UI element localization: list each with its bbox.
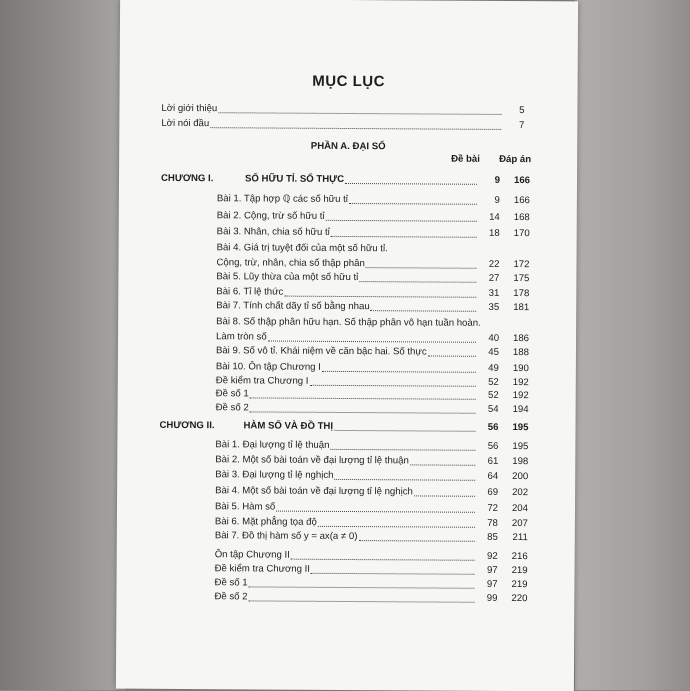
answer-page: 198: [512, 456, 529, 468]
dot-leader: [326, 220, 477, 222]
dot-leader: [291, 559, 475, 561]
exercise-page: 18: [488, 227, 500, 239]
exercise-page: 49: [488, 362, 499, 374]
toc-entry: [216, 344, 529, 360]
dot-leader: [334, 479, 475, 481]
dot-leader: [358, 540, 474, 542]
answer-page: 192: [512, 377, 529, 389]
answer-page: 219: [511, 579, 528, 591]
entry-title: Bài 5. Lũy thừa của một số hữu tỉ: [216, 271, 359, 284]
answer-page: 202: [512, 487, 529, 499]
background-left: [0, 0, 125, 690]
dot-leader: [330, 449, 475, 451]
entry-title: Bài 7. Tính chất dãy tỉ số bằng nhau: [216, 300, 370, 313]
dot-leader: [410, 464, 475, 465]
answer-page: 211: [512, 532, 528, 544]
entry-title: Ôn tập Chương II: [214, 549, 290, 561]
entry-title: Bài 4. Một số bài toán về đại lượng tỉ lệ nghịch: [215, 485, 413, 498]
dot-leader: [359, 281, 476, 283]
exercise-page: 61: [487, 455, 499, 467]
book-page: [116, 0, 578, 691]
dot-leader: [414, 495, 475, 496]
entry-title: Bài 2. Một số bài toán về đại lượng tỉ lệ thuận: [215, 454, 409, 467]
exercise-page: 78: [487, 517, 498, 529]
chapter-label: CHƯƠNG II.: [159, 419, 215, 432]
entry-title-line: Bài 4. Giá trị tuyệt đối của một số hữu tỉ.: [216, 242, 388, 255]
answer-page: 219: [511, 565, 528, 577]
entry-title: Bài 7. Đồ thị hàm số y = ax(a ≠ 0): [214, 530, 358, 543]
entry-title: Bài 6. Mặt phẳng tọa độ: [214, 516, 317, 528]
entry-title: Bài 9. Số vô tỉ. Khái niệm về căn bậc hai. Số thực: [215, 345, 427, 358]
entry-title: Bài 1. Đại lượng tỉ lệ thuận: [215, 439, 330, 451]
chapter-heading: [159, 419, 528, 435]
toc-entry: [216, 270, 529, 286]
answer-page: 216: [511, 551, 528, 563]
exercise-page: 72: [487, 502, 499, 514]
dot-leader: [334, 430, 475, 432]
exercise-page: 85: [487, 531, 498, 543]
dot-leader: [366, 267, 477, 269]
chapter-heading: [161, 172, 530, 188]
exercise-page: 56: [487, 421, 499, 433]
dot-leader: [345, 183, 477, 185]
toc-entry: [216, 401, 529, 417]
dot-leader: [268, 341, 476, 343]
exercise-page: 92: [487, 550, 498, 562]
answer-page: 194: [512, 404, 529, 416]
dot-leader: [331, 236, 477, 238]
entry-page: 5: [519, 105, 525, 117]
answer-page: 192: [512, 390, 529, 402]
toc-entry: [215, 438, 528, 454]
exercise-page: 52: [488, 376, 499, 388]
entry-title: Đề số 2: [215, 402, 249, 414]
dot-leader: [210, 127, 501, 130]
toc-entry: [215, 468, 528, 484]
exercise-page: 64: [487, 470, 499, 482]
entry-title: Đề kiểm tra Chương I: [215, 375, 309, 387]
dot-leader: [322, 371, 476, 373]
toc-entry: [161, 117, 524, 133]
page-title: MỤC LỤC: [312, 72, 385, 91]
chapter-name: SỐ HỮU TỈ. SỐ THỰC: [244, 173, 345, 185]
entry-title: Lời nói đầu: [161, 117, 210, 130]
entry-title: Bài 5. Hàm số: [214, 501, 276, 513]
answer-page: 190: [512, 363, 529, 375]
toc-entry: [217, 192, 530, 208]
dot-leader: [349, 203, 477, 205]
dot-leader: [249, 600, 475, 602]
exercise-page: 27: [488, 272, 500, 284]
entry-title: Bài 2. Cộng, trừ số hữu tỉ: [216, 210, 325, 222]
toc-entry: [215, 484, 528, 500]
answer-page: 178: [513, 288, 530, 300]
answer-page: 200: [512, 471, 529, 483]
toc-entry: [215, 529, 528, 545]
entry-title: Bài 3. Đại lượng tỉ lệ nghịch: [215, 469, 334, 481]
column-header-answer: Đáp án: [499, 153, 532, 166]
answer-page: 170: [513, 228, 530, 240]
dot-leader: [428, 355, 476, 356]
entry-title: Đề số 1: [214, 577, 248, 589]
exercise-page: 14: [489, 211, 500, 223]
answer-page: 181: [513, 302, 530, 314]
toc-entry: [214, 590, 527, 606]
dot-leader: [309, 385, 475, 387]
toc-entry: [161, 102, 524, 118]
answer-page: 186: [512, 333, 530, 345]
column-header-exercise: Đề bài: [451, 153, 480, 165]
answer-page: 166: [513, 175, 531, 187]
entry-title: Bài 6. Tỉ lệ thức: [216, 286, 284, 298]
entry-title: Đề kiểm tra Chương II: [214, 563, 311, 575]
entry-title: Cộng, trừ, nhân, chia số thập phân: [216, 257, 365, 270]
answer-page: 168: [513, 212, 530, 224]
dot-leader: [371, 310, 477, 312]
entry-title-line: Bài 8. Số thập phân hữu hạn. Số thập phân vô hạn tuần hoàn.: [216, 316, 481, 329]
answer-page: 220: [511, 593, 528, 605]
exercise-page: 97: [486, 564, 498, 576]
answer-page: 204: [511, 503, 529, 515]
entry-title: Đề số 1: [215, 388, 249, 400]
answer-page: 172: [513, 259, 530, 271]
exercise-page: 52: [487, 389, 499, 401]
exercise-page: 54: [487, 403, 499, 415]
exercise-page: 99: [486, 592, 498, 604]
exercise-page: 22: [488, 258, 500, 270]
exercise-page: 56: [487, 440, 499, 452]
dot-leader: [276, 511, 475, 513]
answer-page: 207: [511, 518, 528, 530]
exercise-page: 31: [488, 287, 500, 299]
entry-page: 7: [518, 120, 525, 132]
exercise-page: 40: [488, 332, 500, 344]
exercise-page: 9: [494, 174, 501, 186]
answer-page: 195: [512, 422, 529, 434]
dot-leader: [250, 397, 476, 399]
answer-page: 166: [513, 195, 530, 207]
entry-title: Lời giới thiệu: [161, 102, 218, 115]
entry-title: Bài 10. Ôn tập Chương I: [215, 361, 321, 373]
chapter-label: CHƯƠNG I.: [160, 172, 214, 185]
entry-title: Làm tròn số: [216, 331, 267, 343]
background-right: [575, 0, 690, 690]
exercise-page: 45: [488, 346, 499, 358]
answer-page: 195: [512, 441, 529, 453]
chapter-name: HÀM SỐ VÀ ĐỒ THỊ: [243, 420, 334, 432]
answer-page: 175: [513, 273, 530, 285]
dot-leader: [218, 112, 501, 115]
toc-entry: [215, 500, 528, 516]
toc-entry: [215, 453, 528, 469]
dot-leader: [311, 573, 475, 575]
toc-entry: [216, 299, 529, 315]
dot-leader: [284, 296, 476, 298]
answer-page: 188: [512, 347, 529, 359]
entry-title: Bài 3. Nhân, chia số hữu tỉ: [216, 226, 330, 238]
section-heading: PHẦN A. ĐẠI SỐ: [310, 140, 386, 153]
exercise-page: 9: [494, 194, 500, 206]
toc-entry: [217, 209, 530, 225]
dot-leader: [249, 586, 475, 588]
entry-title: Bài 1. Tập hợp ℚ các số hữu tỉ: [216, 193, 348, 206]
exercise-page: 97: [486, 578, 498, 590]
dot-leader: [250, 411, 476, 413]
exercise-page: 69: [487, 486, 499, 498]
exercise-page: 35: [488, 301, 500, 313]
entry-title: Đề số 2: [214, 591, 248, 603]
dot-leader: [318, 526, 475, 528]
toc-entry: [217, 225, 530, 241]
